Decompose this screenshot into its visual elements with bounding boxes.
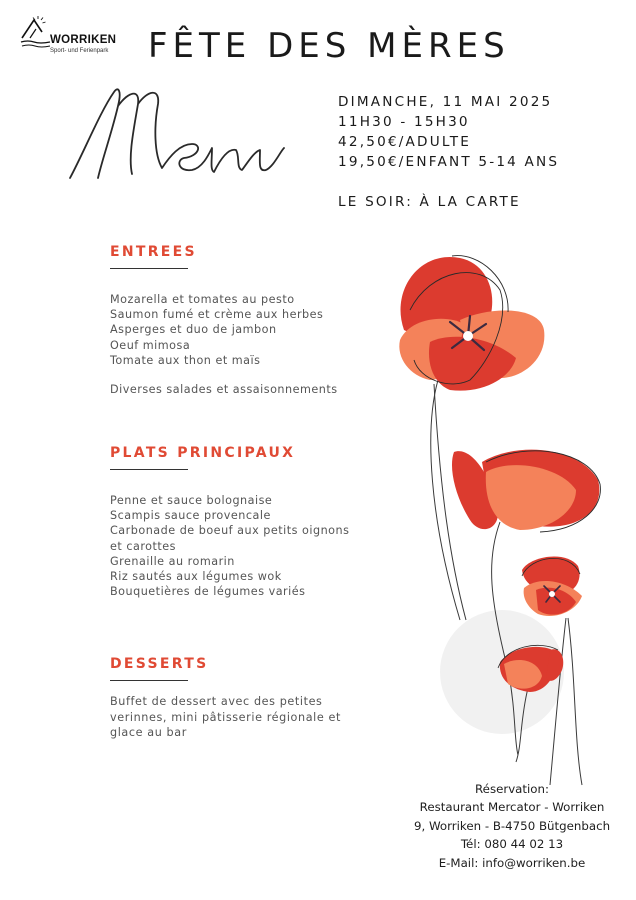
list-item: Penne et sauce bolognaise — [110, 494, 273, 507]
logo-mountain-icon — [20, 16, 52, 52]
menu-script-wordmark — [62, 82, 292, 202]
entrees-extra: Diverses salades et assaisonnements — [110, 383, 338, 396]
list-item: Asperges et duo de jambon — [110, 323, 277, 337]
stem-line — [568, 618, 582, 785]
page-title: FÊTE DES MÈRES — [148, 26, 510, 66]
price-child: 19,50€/ENFANT 5-14 ANS — [338, 154, 560, 170]
phone: Tél: 080 44 02 13 — [460, 837, 564, 852]
event-info — [338, 92, 559, 212]
reservation-block — [396, 780, 628, 872]
list-item: Mozarella et tomates au pesto — [110, 293, 295, 306]
reservation-label: Réservation: — [475, 782, 549, 796]
entrees-heading: ENTREES — [110, 244, 197, 260]
list-item: Carbonade de boeuf aux petits oignons — [110, 524, 350, 538]
address: 9, Worriken - B-4750 Bütgenbach — [413, 818, 611, 833]
desserts-heading: DESSERTS — [110, 656, 209, 672]
poppy-small — [522, 556, 582, 616]
list-item: et carottes — [110, 539, 177, 553]
plats-divider — [110, 469, 188, 470]
list-item: Tomate aux thon et maïs — [110, 353, 261, 367]
list-item: Bouquetières de légumes variés — [110, 585, 306, 599]
restaurant-name: Restaurant Mercator - Worriken — [419, 800, 605, 815]
list-item: Scampis sauce provencale — [110, 509, 271, 523]
plats-heading: PLATS PRINCIPAUX — [110, 445, 296, 461]
desserts-text: Buffet de dessert avec des petites verinnes, mini pâtisserie régionale et glace au bar — [110, 695, 341, 739]
list-item: Saumon fumé et crème aux herbes — [110, 308, 324, 322]
event-time: 11H30 - 15H30 — [338, 114, 470, 130]
event-date: DIMANCHE, 11 MAI 2025 — [338, 94, 553, 110]
worriken-logo — [20, 16, 140, 60]
list-item: Riz sautés aux légumes wok — [110, 570, 282, 584]
price-adult: 42,50€/ADULTE — [338, 134, 472, 150]
poppy-large — [399, 256, 544, 391]
logo-subtitle: Sport- und Ferienpark — [50, 48, 109, 54]
plats-list — [110, 493, 349, 599]
desserts-divider — [110, 680, 188, 681]
poppy-side — [452, 450, 600, 532]
poppy-illustration — [390, 240, 620, 800]
stem-line — [431, 380, 460, 620]
email: E-Mail: info@worriken.be — [438, 855, 586, 870]
list-item: Grenaille au romarin — [110, 554, 235, 568]
entrees-list — [110, 292, 323, 368]
evening-note: LE SOIR: À LA CARTE — [338, 194, 521, 210]
logo-name: WORRIKEN — [50, 34, 117, 46]
entrees-divider — [110, 268, 188, 269]
list-item: Oeuf mimosa — [110, 338, 191, 352]
